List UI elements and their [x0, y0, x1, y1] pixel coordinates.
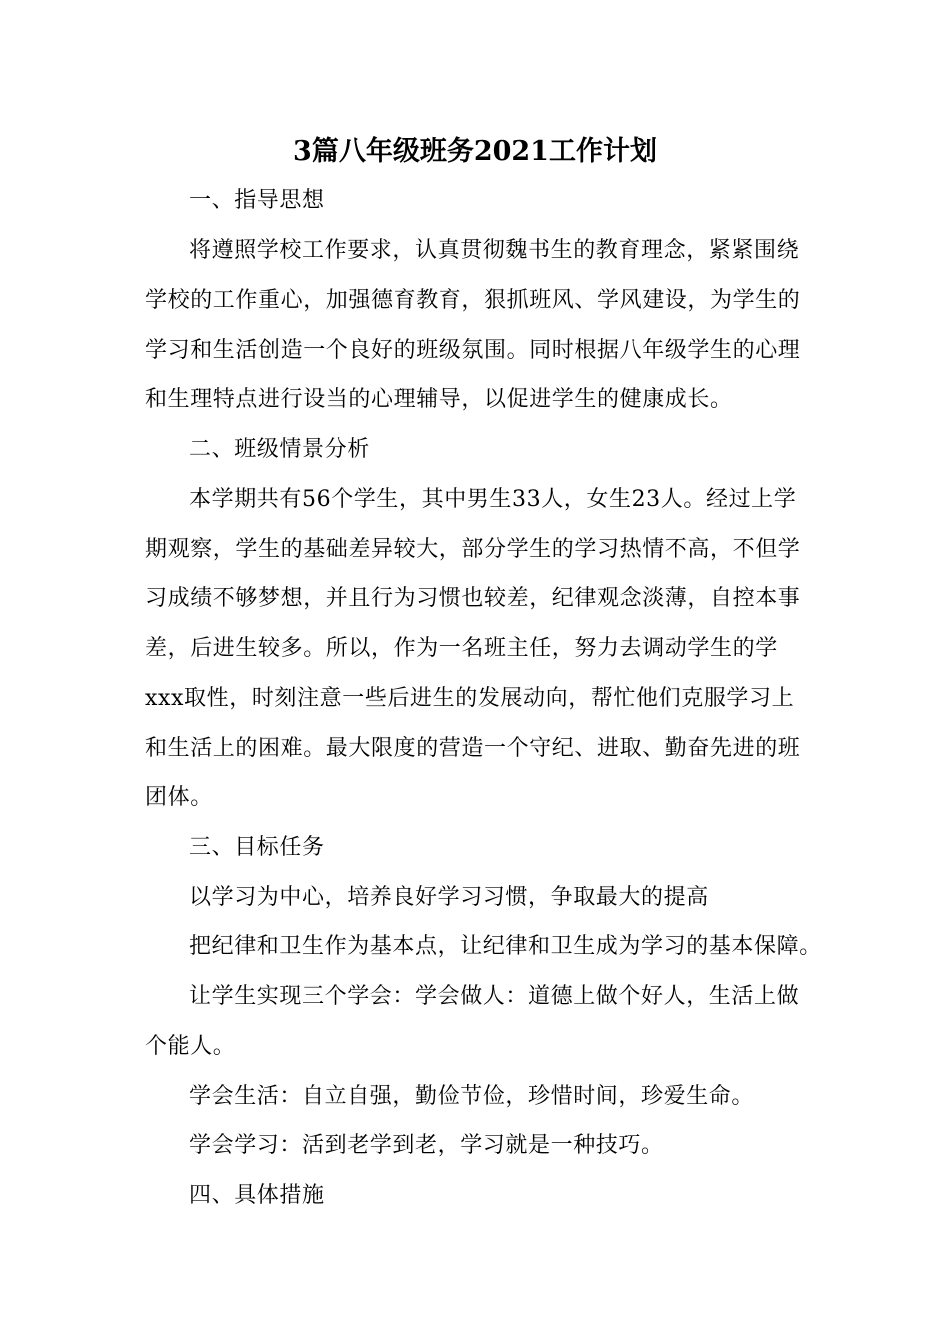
paragraph-line: 习成绩不够梦想，并且行为习惯也较差，纪律观念淡薄，自控本事 [145, 586, 801, 611]
section-heading-class-analysis: 二、班级情景分析 [189, 437, 370, 462]
paragraph-line: xxx取性，时刻注意一些后进生的发展动向，帮忙他们克服学习上 [145, 686, 795, 711]
paragraph-line: 期观察，学生的基础差异较大，部分学生的学习热情不高，不但学 [145, 537, 801, 562]
paragraph-line: 学会学习：活到老学到老，学习就是一种技巧。 [189, 1133, 664, 1158]
paragraph-line: 团体。 [145, 785, 213, 810]
paragraph-line: 个能人。 [145, 1034, 236, 1059]
paragraph-line: 差，后进生较多。所以，作为一名班主任，努力去调动学生的学 [145, 636, 778, 661]
paragraph-line: 将遵照学校工作要求，认真贯彻魏书生的教育理念，紧紧围绕 [189, 238, 800, 263]
paragraph-line: 本学期共有56个学生，其中男生33人，女生23人。经过上学 [189, 487, 797, 512]
section-heading-goals: 三、目标任务 [189, 835, 325, 860]
paragraph-line: 学校的工作重心，加强德育教育，狠抓班风、学风建设，为学生的 [145, 288, 801, 313]
paragraph-line: 让学生实现三个学会：学会做人：道德上做个好人，生活上做 [189, 984, 800, 1009]
paragraph-line: 把纪律和卫生作为基本点，让纪律和卫生成为学习的基本保障。 [189, 934, 822, 959]
paragraph-line: 和生活上的困难。最大限度的营造一个守纪、进取、勤奋先进的班 [145, 736, 801, 761]
section-heading-guiding-thought: 一、指导思想 [189, 188, 325, 213]
paragraph-line: 学会生活：自立自强，勤俭节俭，珍惜时间，珍爱生命。 [189, 1084, 755, 1109]
paragraph-line: 和生理特点进行设当的心理辅导，以促进学生的健康成长。 [145, 387, 733, 412]
paragraph-line: 以学习为中心，培养良好学习习惯，争取最大的提高 [189, 885, 709, 910]
paragraph-line: 学习和生活创造一个良好的班级氛围。同时根据八年级学生的心理 [145, 338, 801, 363]
section-heading-measures: 四、具体措施 [189, 1183, 325, 1208]
document-title: 3篇八年级班务2021工作计划 [293, 136, 657, 167]
